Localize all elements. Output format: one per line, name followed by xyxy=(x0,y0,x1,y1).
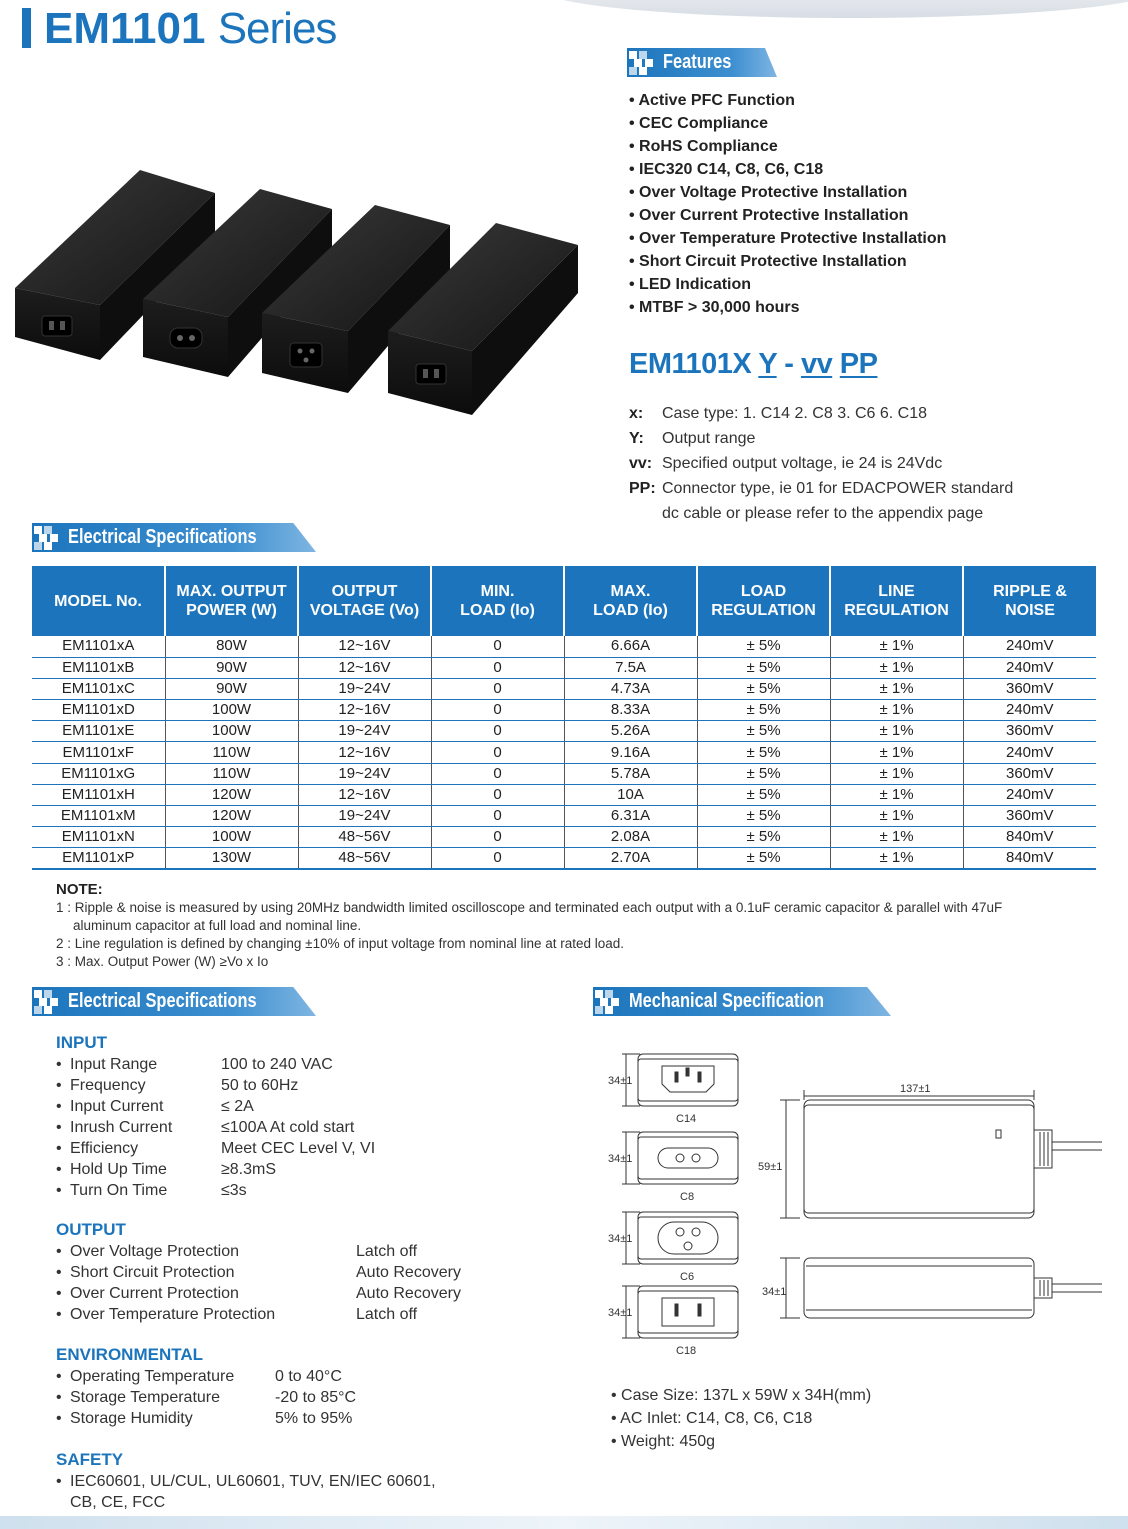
table-cell: 100W xyxy=(165,700,298,721)
spec-label: Short Circuit Protection xyxy=(70,1264,235,1281)
title-series: Series xyxy=(217,4,337,53)
spec-row: • Turn On Time ≤3s xyxy=(56,1182,247,1199)
table-cell: 80W xyxy=(165,636,298,657)
features-list xyxy=(629,89,946,319)
feature-item: • RoHS Compliance xyxy=(629,138,778,155)
inlet-label: C6 xyxy=(680,1271,695,1283)
spec-label: Over Temperature Protection xyxy=(70,1306,276,1323)
table-cell: 240mV xyxy=(963,742,1096,763)
table-cell: ± 5% xyxy=(697,784,830,805)
top-decoration xyxy=(540,0,1128,18)
spec-label: Turn On Time xyxy=(70,1182,168,1199)
table-cell: ± 1% xyxy=(830,636,963,657)
spec-value: 5% to 95% xyxy=(275,1410,353,1427)
features-heading-label: Features xyxy=(663,51,732,73)
spec-value: ≤3s xyxy=(221,1182,247,1199)
table-cell: 6.31A xyxy=(564,806,697,827)
dim-label: 34±1 xyxy=(608,1075,633,1087)
table-cell: EM1101xG xyxy=(32,763,165,784)
table-cell: 12~16V xyxy=(298,742,431,763)
dim-label: 137±1 xyxy=(900,1083,931,1095)
table-cell: ± 5% xyxy=(697,721,830,742)
safety-line: IEC60601, UL/CUL, UL60601, TUV, EN/IEC 60601, xyxy=(70,1473,436,1490)
legend-text: Connector type, ie 01 for EDACPOWER standard xyxy=(662,480,1014,497)
spec-label: Frequency xyxy=(70,1077,146,1094)
table-cell: 5.26A xyxy=(564,721,697,742)
table-cell: 0 xyxy=(431,742,564,763)
table-cell: 0 xyxy=(431,806,564,827)
table-header-cell: MODEL No. xyxy=(32,566,165,636)
mech-item: • AC Inlet: C14, C8, C6, C18 xyxy=(611,1410,813,1427)
table-header-cell: RIPPLE & NOISE xyxy=(963,566,1096,636)
table-cell: ± 1% xyxy=(830,784,963,805)
safety-heading: SAFETY xyxy=(56,1450,124,1469)
table-cell: 9.16A xyxy=(564,742,697,763)
feature-item: • Over Current Protective Installation xyxy=(629,207,909,224)
part-number-legend xyxy=(629,401,1013,526)
table-cell: EM1101xM xyxy=(32,806,165,827)
table-cell: 840mV xyxy=(963,827,1096,848)
spec-value: Auto Recovery xyxy=(356,1285,461,1302)
table-cell: EM1101xD xyxy=(32,700,165,721)
table-cell: 19~24V xyxy=(298,678,431,699)
spec-row: • Over Temperature Protection Latch off xyxy=(56,1306,418,1323)
spec-value: Auto Recovery xyxy=(356,1264,461,1281)
table-cell: ± 5% xyxy=(697,806,830,827)
mech-item: • Weight: 450g xyxy=(611,1433,716,1450)
bottom-decoration xyxy=(0,1516,1128,1529)
spec-value: Latch off xyxy=(356,1306,418,1323)
table-row xyxy=(32,848,1096,870)
legend-key: Y: xyxy=(629,430,644,447)
squares-icon xyxy=(627,48,657,77)
table-cell: 4.73A xyxy=(564,678,697,699)
inlet-label: C18 xyxy=(676,1345,697,1357)
table-cell: ± 1% xyxy=(830,763,963,784)
table-cell: 110W xyxy=(165,742,298,763)
inlet-view-c18 xyxy=(622,1286,738,1338)
spec-row: • Input Current ≤ 2A xyxy=(56,1098,254,1115)
table-cell: 360mV xyxy=(963,763,1096,784)
table-row xyxy=(32,806,1096,827)
table-cell: EM1101xE xyxy=(32,721,165,742)
table-header-cell: LINE REGULATION xyxy=(830,566,963,636)
table-cell: ± 5% xyxy=(697,827,830,848)
spec-row: • Over Voltage Protection Latch off xyxy=(56,1243,418,1260)
table-header-cell: MIN. LOAD (Io) xyxy=(431,566,564,636)
spec-label: Inrush Current xyxy=(70,1119,173,1136)
table-cell: ± 1% xyxy=(830,806,963,827)
table-cell: ± 1% xyxy=(830,848,963,870)
table-cell: 120W xyxy=(165,784,298,805)
spec-label: Over Voltage Protection xyxy=(70,1243,239,1260)
table-cell: 5.78A xyxy=(564,763,697,784)
table-cell: EM1101xF xyxy=(32,742,165,763)
table-cell: 2.70A xyxy=(564,848,697,870)
table-cell: 2.08A xyxy=(564,827,697,848)
spec-value: -20 to 85°C xyxy=(275,1389,357,1406)
table-cell: 0 xyxy=(431,763,564,784)
table-cell: ± 1% xyxy=(830,678,963,699)
table-cell: 0 xyxy=(431,721,564,742)
spec-row: • Storage Humidity 5% to 95% xyxy=(56,1410,353,1427)
spec-label: Operating Temperature xyxy=(70,1368,235,1385)
feature-item: • Over Temperature Protective Installation xyxy=(629,230,947,247)
table-cell: 8.33A xyxy=(564,700,697,721)
table-cell: 240mV xyxy=(963,784,1096,805)
mechanical-spec-heading xyxy=(593,987,891,1016)
table-cell: 360mV xyxy=(963,806,1096,827)
table-cell: 120W xyxy=(165,806,298,827)
output-section xyxy=(56,1219,461,1325)
table-row xyxy=(32,763,1096,784)
spec-row: • Over Current Protection Auto Recovery xyxy=(56,1285,461,1302)
spec-label: Storage Humidity xyxy=(70,1410,193,1427)
feature-item: • LED Indication xyxy=(629,276,752,293)
table-cell: 360mV xyxy=(963,721,1096,742)
note-line: 1 : Ripple & noise is measured by using 20MHz bandwidth limited oscilloscope and terminated each output with a 0.1uF ceramic capacitor & parallel with 47uF xyxy=(56,900,1003,915)
table-cell: 48~56V xyxy=(298,848,431,870)
title-accent-bar xyxy=(22,8,31,48)
feature-item: • Short Circuit Protective Installation xyxy=(629,253,907,270)
table-cell: 12~16V xyxy=(298,700,431,721)
dim-label: 59±1 xyxy=(758,1161,783,1173)
table-cell: ± 5% xyxy=(697,657,830,678)
output-heading: OUTPUT xyxy=(56,1220,126,1239)
table-cell: ± 1% xyxy=(830,700,963,721)
table-cell: 360mV xyxy=(963,678,1096,699)
table-cell: 0 xyxy=(431,827,564,848)
table-cell: 10A xyxy=(564,784,697,805)
table-header-cell: MAX. OUTPUT POWER (W) xyxy=(165,566,298,636)
notes xyxy=(56,881,1076,971)
table-cell: 240mV xyxy=(963,657,1096,678)
spec-value: 100 to 240 VAC xyxy=(221,1056,333,1073)
table-cell: ± 5% xyxy=(697,848,830,870)
electrical-spec-heading-2-label: Electrical Specifications xyxy=(68,990,257,1012)
input-heading: INPUT xyxy=(56,1033,107,1052)
table-cell: ± 1% xyxy=(830,827,963,848)
table-cell: ± 5% xyxy=(697,700,830,721)
table-header-cell: OUTPUT VOLTAGE (Vo) xyxy=(298,566,431,636)
table-cell: 6.66A xyxy=(564,636,697,657)
dim-label: 34±1 xyxy=(762,1286,787,1298)
table-cell: EM1101xB xyxy=(32,657,165,678)
spec-value: Meet CEC Level V, VI xyxy=(221,1140,376,1157)
feature-item: • Over Voltage Protective Installation xyxy=(629,184,908,201)
table-cell: ± 5% xyxy=(697,763,830,784)
table-header-cell: LOAD REGULATION xyxy=(697,566,830,636)
table-row xyxy=(32,721,1096,742)
title-model: EM1101 xyxy=(44,4,206,53)
spec-label: Input Range xyxy=(70,1056,158,1073)
table-cell: 240mV xyxy=(963,636,1096,657)
table-cell: 0 xyxy=(431,678,564,699)
electrical-spec-heading-label: Electrical Specifications xyxy=(68,526,257,548)
feature-item: • Active PFC Function xyxy=(629,92,795,109)
features-heading xyxy=(627,48,777,77)
table-cell: 12~16V xyxy=(298,657,431,678)
table-cell: EM1101xC xyxy=(32,678,165,699)
table-row xyxy=(32,636,1096,657)
table-cell: ± 5% xyxy=(697,636,830,657)
side-view xyxy=(780,1258,1102,1318)
mechanical-spec-heading-label: Mechanical Specification xyxy=(629,990,825,1012)
table-cell: 240mV xyxy=(963,700,1096,721)
electrical-spec-table xyxy=(32,566,1096,870)
spec-row: • Inrush Current ≤100A At cold start xyxy=(56,1119,355,1136)
top-view xyxy=(780,1090,1102,1218)
table-row xyxy=(32,700,1096,721)
table-cell: 0 xyxy=(431,784,564,805)
spec-value: ≤100A At cold start xyxy=(221,1119,355,1136)
table-row xyxy=(32,678,1096,699)
table-cell: 110W xyxy=(165,763,298,784)
table-cell: ± 1% xyxy=(830,742,963,763)
table-cell: 12~16V xyxy=(298,636,431,657)
spec-value: Latch off xyxy=(356,1243,418,1260)
legend-key: x: xyxy=(629,405,644,422)
table-cell: 130W xyxy=(165,848,298,870)
legend-text: Case type: 1. C14 2. C8 3. C6 6. C18 xyxy=(662,405,928,422)
spec-row: • Short Circuit Protection Auto Recovery xyxy=(56,1264,461,1281)
table-row xyxy=(32,827,1096,848)
table-cell: 19~24V xyxy=(298,763,431,784)
dim-label: 34±1 xyxy=(608,1307,633,1319)
table-cell: 100W xyxy=(165,721,298,742)
spec-label: Storage Temperature xyxy=(70,1389,221,1406)
spec-value: 50 to 60Hz xyxy=(221,1077,299,1094)
legend-key xyxy=(629,501,662,526)
table-cell: ± 5% xyxy=(697,742,830,763)
table-cell: EM1101xN xyxy=(32,827,165,848)
inlet-view-c8 xyxy=(622,1132,738,1184)
dim-label: 34±1 xyxy=(608,1233,633,1245)
electrical-spec-heading-2 xyxy=(32,987,316,1016)
table-cell: 90W xyxy=(165,678,298,699)
spec-label: Hold Up Time xyxy=(70,1161,167,1178)
spec-row: • Frequency 50 to 60Hz xyxy=(56,1077,299,1094)
safety-section: SAFETY • IEC60601, UL/CUL, UL60601, TUV, EN/IEC 60601, CB, CE, FCC xyxy=(56,1450,436,1511)
inlet-label: C14 xyxy=(676,1113,697,1125)
input-section xyxy=(56,1032,375,1201)
safety-line: CB, CE, FCC xyxy=(70,1494,166,1511)
legend-text: Specified output voltage, ie 24 is 24Vdc xyxy=(662,455,943,472)
table-cell: ± 1% xyxy=(830,657,963,678)
legend-text: dc cable or please refer to the appendix page xyxy=(662,505,984,522)
legend-key: PP: xyxy=(629,480,656,497)
table-cell: ± 1% xyxy=(830,721,963,742)
table-cell: 90W xyxy=(165,657,298,678)
spec-row: • Storage Temperature -20 to 85°C xyxy=(56,1389,357,1406)
squares-icon xyxy=(32,523,62,552)
table-row xyxy=(32,784,1096,805)
environmental-heading: ENVIRONMENTAL xyxy=(56,1345,204,1364)
table-cell: 19~24V xyxy=(298,806,431,827)
note-line: aluminum capacitor at full load and nominal line. xyxy=(73,918,362,933)
feature-item: • CEC Compliance xyxy=(629,115,768,132)
spec-value: ≥8.3mS xyxy=(221,1161,277,1178)
table-row xyxy=(32,657,1096,678)
note-line: 2 : Line regulation is defined by changing ±10% of input voltage from nominal line at rated load. xyxy=(56,936,625,951)
table-cell: 19~24V xyxy=(298,721,431,742)
environmental-section xyxy=(56,1344,356,1429)
mechanical-list xyxy=(611,1384,871,1453)
spec-label: Over Current Protection xyxy=(70,1285,239,1302)
legend-text: Output range xyxy=(662,430,756,447)
table-cell: 100W xyxy=(165,827,298,848)
mechanical-drawing xyxy=(600,1040,1110,1370)
spec-row: • Input Range 100 to 240 VAC xyxy=(56,1056,333,1073)
spec-row: • Hold Up Time ≥8.3mS xyxy=(56,1161,277,1178)
table-cell: EM1101xA xyxy=(32,636,165,657)
squares-icon xyxy=(32,987,62,1016)
spec-row: • Operating Temperature 0 to 40°C xyxy=(56,1368,342,1385)
inlet-view-c6 xyxy=(622,1212,738,1264)
product-photo xyxy=(10,165,590,425)
legend-key: vv: xyxy=(629,455,653,472)
table-cell: EM1101xH xyxy=(32,784,165,805)
table-cell: 48~56V xyxy=(298,827,431,848)
spec-value: 0 to 40°C xyxy=(275,1368,342,1385)
spec-row: • Efficiency Meet CEC Level V, VI xyxy=(56,1140,376,1157)
notes-heading: NOTE: xyxy=(56,881,103,898)
table-cell: 0 xyxy=(431,636,564,657)
dim-label: 34±1 xyxy=(608,1153,633,1165)
table-cell: ± 5% xyxy=(697,678,830,699)
table-cell: 12~16V xyxy=(298,784,431,805)
feature-item: • MTBF > 30,000 hours xyxy=(629,299,800,316)
inlet-view-c14 xyxy=(622,1054,738,1106)
squares-icon xyxy=(593,987,623,1016)
inlet-label: C8 xyxy=(680,1191,695,1203)
spec-label: Input Current xyxy=(70,1098,164,1115)
table-cell: 7.5A xyxy=(564,657,697,678)
feature-item: • IEC320 C14, C8, C6, C18 xyxy=(629,161,824,178)
table-cell: 0 xyxy=(431,700,564,721)
table-cell: 0 xyxy=(431,657,564,678)
table-row xyxy=(32,742,1096,763)
electrical-spec-heading xyxy=(32,523,316,552)
table-cell: 0 xyxy=(431,848,564,870)
table-header-cell: MAX. LOAD (Io) xyxy=(564,566,697,636)
part-number-format: EM1101X Y - vv PP xyxy=(629,348,878,380)
table-cell: 840mV xyxy=(963,848,1096,870)
spec-label: Efficiency xyxy=(70,1140,139,1157)
note-line: 3 : Max. Output Power (W) ≥Vo x Io xyxy=(56,954,269,969)
page-title xyxy=(44,4,336,54)
mech-item: • Case Size: 137L x 59W x 34H(mm) xyxy=(611,1387,872,1404)
spec-value: ≤ 2A xyxy=(221,1098,254,1115)
table-cell: EM1101xP xyxy=(32,848,165,870)
